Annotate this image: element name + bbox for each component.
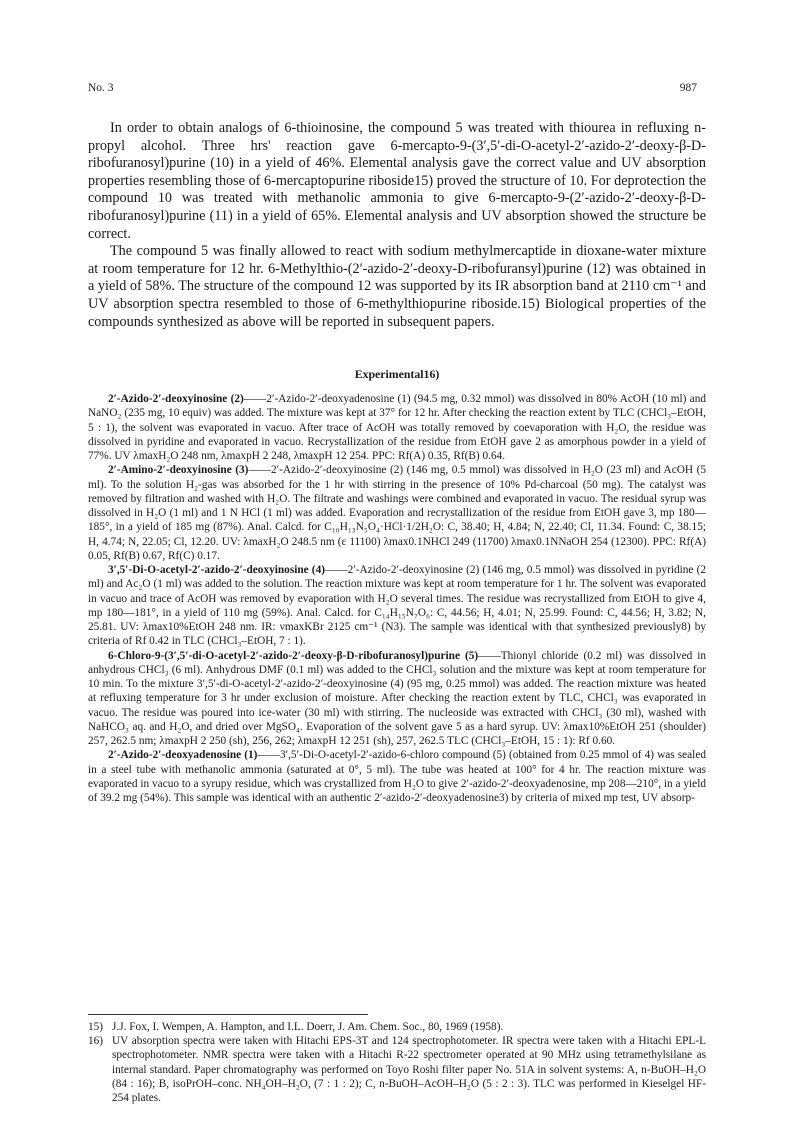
- footnote-text: J.J. Fox, I. Wempen, A. Hampton, and I.L. Doerr, J. Am. Chem. Soc., 80, 1969 (1958).: [112, 1021, 504, 1033]
- intro-section: [88, 120, 706, 331]
- experimental-entry: [88, 748, 706, 805]
- footnote-divider: [88, 1014, 368, 1015]
- footnote: [88, 1034, 706, 1105]
- compound-heading: 2′-Amino-2′-deoxyinosine (3): [108, 464, 249, 477]
- experimental-section: [88, 392, 706, 805]
- procedure-text: ——2′-Azido-2′-deoxyadenosine (1) (94.5 mg, 0.32 mmol) was dissolved in 80% AcOH (10 ml) and NaNO₂ (235 mg, 10 equiv) was added. The mixture was kept at 37° for 12 hr. After checking the reaction extent by TLC (CHCl₃–EtOH, 5 : 1), the solvent was evaporated in vacuo. After trace of AcOH was totally removed by coevaporation with H₂O, the residue was dissolved in pyridine and evaporated in vacuo. Recrystallization of the residue from EtOH gave 2 as amorphous powder in a yield of 77%. UV λmaxH₂O 248 nm, λmaxpH 2 248, λmaxpH 12 254. PPC: Rf(A) 0.35, Rf(B) 0.64.: [88, 393, 706, 462]
- page-number: 987: [679, 82, 697, 94]
- procedure-text: ——2′-Azido-2′-deoxyinosine (2) (146 mg, 0.5 mmol) was dissolved in H₂O (23 ml) and AcOH (5 ml). To the solution H₂-gas was absorbed for the 1 hr with stirring in the presence of 10% Pd-charcoal (50 mg). The catalyst was removed by filtration and washed with H₂O. The filtrate and washings were combined and evaporated in vacuo. The residual syrup was dissolved in H₂O (1 ml) and 1 N HCl (1 ml) was added. Evaporation and recrystallization of the residue from EtOH gave 3, mp 180—185°, in a yield of 185 mg (87%). Anal. Calcd. for C₁₀H₁₃N₅O₄·HCl·1/2H₂O: C, 38.40; H, 4.84; N, 22.40; Cl, 11.34. Found: C, 38.15; H, 4.74; N, 22.05; Cl, 12.20. UV: λmaxH₂O 248.5 nm (ε 11100) λmax0.1NHCl 249 (11700) λmax0.1NNaOH 254 (12300). PPC: Rf(A) 0.05, Rf(B) 0.67, Rf(C) 0.17.: [88, 464, 706, 562]
- procedure-text: ——2′-Azido-2′-deoxyinosine (2) (146 mg, 0.5 mmol) was dissolved in pyridine (2 ml) and Ac₂O (1 ml) was added to the solution. The reaction mixture was kept at room temperature for 1 hr. The solvent was evaporated in vacuo and trace of AcOH was removed by evaporation with H₂O several times. The residue was recrystallized from EtOH to give 4, mp 180—181°, in a yield of 110 mg (59%). Anal. Calcd. for C₁₄H₁₅N₇O₆: C, 44.56; H, 4.01; N, 25.99. Found: C, 44.56; H, 3.82; N, 25.81. UV: λmax10%EtOH 248 nm. IR: νmaxKBr 2125 cm⁻¹ (N3). The sample was identical with that synthesized previously8) by criteria of Rf 0.42 in TLC (CHCl₃–EtOH, 7 : 1).: [88, 564, 706, 648]
- compound-heading: 3′,5′-Di-O-acetyl-2′-azido-2′-deoxyinosine (4): [108, 564, 325, 576]
- footnotes: [88, 1020, 706, 1105]
- page-header: [88, 82, 697, 94]
- footnote-text: UV absorption spectra were taken with Hitachi EPS-3T and 124 spectrophotometer. IR spectra were taken with a Hitachi EPL-L spectrophotometer. NMR spectra were taken with a Hitachi R-22 spectrometer operated at 90 MHz using tetramethylsilane as internal standard. Paper chromatography was performed on Toyo Roshi filter paper No. 51A in solvent systems: A, n-BuOH–H₂O (84 : 16); B, isoPrOH–conc. NH₄OH–H₂O, (7 : 1 : 2); C, n-BuOH–AcOH–H₂O (5 : 2 : 3). TLC was performed in Kieselgel HF-254 plates.: [112, 1035, 706, 1105]
- experimental-entry: [88, 463, 706, 563]
- compound-heading: 2′-Azido-2′-deoxyinosine (2): [108, 393, 244, 405]
- intro-paragraph: The compound 5 was finally allowed to react with sodium methylmercaptide in dioxane-water mixture at room temperature for 12 hr. 6-Methylthio-(2′-azido-2′-deoxy-D-ribofuransyl)purine (12) was obtained in a yield of 58%. The structure of the compound 12 was supported by its IR absorption band at 2110 cm⁻¹ and UV absorption spectra resembled to those of 6-methylthiopurine riboside.15) Biological properties of the compounds synthesized as above will be reported in subsequent papers.: [88, 243, 706, 330]
- footnote: [88, 1020, 706, 1034]
- compound-heading: 2′-Azido-2′-deoxyadenosine (1): [108, 749, 258, 762]
- experimental-entry: [88, 649, 706, 749]
- experimental-entry: [88, 563, 706, 649]
- procedure-text: ——Thionyl chloride (0.2 ml) was dissolved in anhydrous CHCl₃ (6 ml). Anhydrous DMF (0.1 ml) was added to the CHCl₃ solution and the mixture was kept at room temperature for 10 min. To the mixture 3′,5′-di-O-acetyl-2′-azido-2′-deoxyinosine (4) (95 mg, 0.25 mmol) was added. The reaction mixture was heated at refluxing temperature for 3 hr under exclusion of moisture. After checking the reaction extent by TLC, CHCl₃ was evaporated in vacuo. The residue was poured into ice-water (30 ml) with stirring. The nucleoside was extracted with CHCl₃ (30 ml), washed with NaHCO₃ aq. and H₂O, and dried over MgSO₄. Evaporation of the solvent gave 5 as a hard syrup. UV: λmax10%EtOH 251 (shoulder) 257, 262.5 nm; λmaxpH 2 250 (sh), 256, 262; λmaxpH 12 251 (sh), 257, 262.5 TLC (CHCl₃–EtOH, 15 : 1): Rf 0.60.: [88, 649, 706, 747]
- procedure-text: ——3′,5′-Di-O-acetyl-2′-azido-6-chloro compound (5) (obtained from 0.25 mmol of 4) was sealed in a steel tube with methanolic ammonia (saturated at 0°, 5 ml). The tube was heated at 100° for 4 hr. The reaction mixture was evaporated in vacuo to a syrupy residue, which was crystallized from H₂O to give 2′-azido-2′-deoxyadenosine, mp 208—210°, in a yield of 39.2 mg (54%). This sample was identical with an authentic 2′-azido-2′-deoxyadenosine3) by criteria of mixed mp test, UV absorp-: [88, 749, 706, 804]
- intro-paragraph: In order to obtain analogs of 6-thioinosine, the compound 5 was treated with thiourea in refluxing n-propyl alcohol. Three hrs' reaction gave 6-mercapto-9-(3′,5′-di-O-acetyl-2′-azido-2′-deoxy-β-D-ribofuranosyl)purine (10) in a yield of 46%. Elemental analysis gave the correct value and UV absorption properties resembling those of 6-mercaptopurine riboside15) proved the structure of 10. For deprotection the compound 10 was treated with methanolic ammonia to give 6-mercapto-9-(2′-azido-2′-deoxy-β-D-ribofuranosyl)purine (11) in a yield of 65%. Elemental analysis and UV absorption showed the structure be correct.: [88, 120, 706, 242]
- footnote-number: 16): [88, 1035, 104, 1048]
- compound-heading: 6-Chloro-9-(3′,5′-di-O-acetyl-2′-azido-2′-deoxy-β-D-ribofuranosyl)purine (5): [108, 649, 479, 662]
- issue-number: No. 3: [88, 82, 114, 94]
- experimental-entry: [88, 392, 706, 463]
- section-title-experimental: Experimental16): [354, 367, 440, 381]
- footnote-number: 15): [88, 1021, 104, 1033]
